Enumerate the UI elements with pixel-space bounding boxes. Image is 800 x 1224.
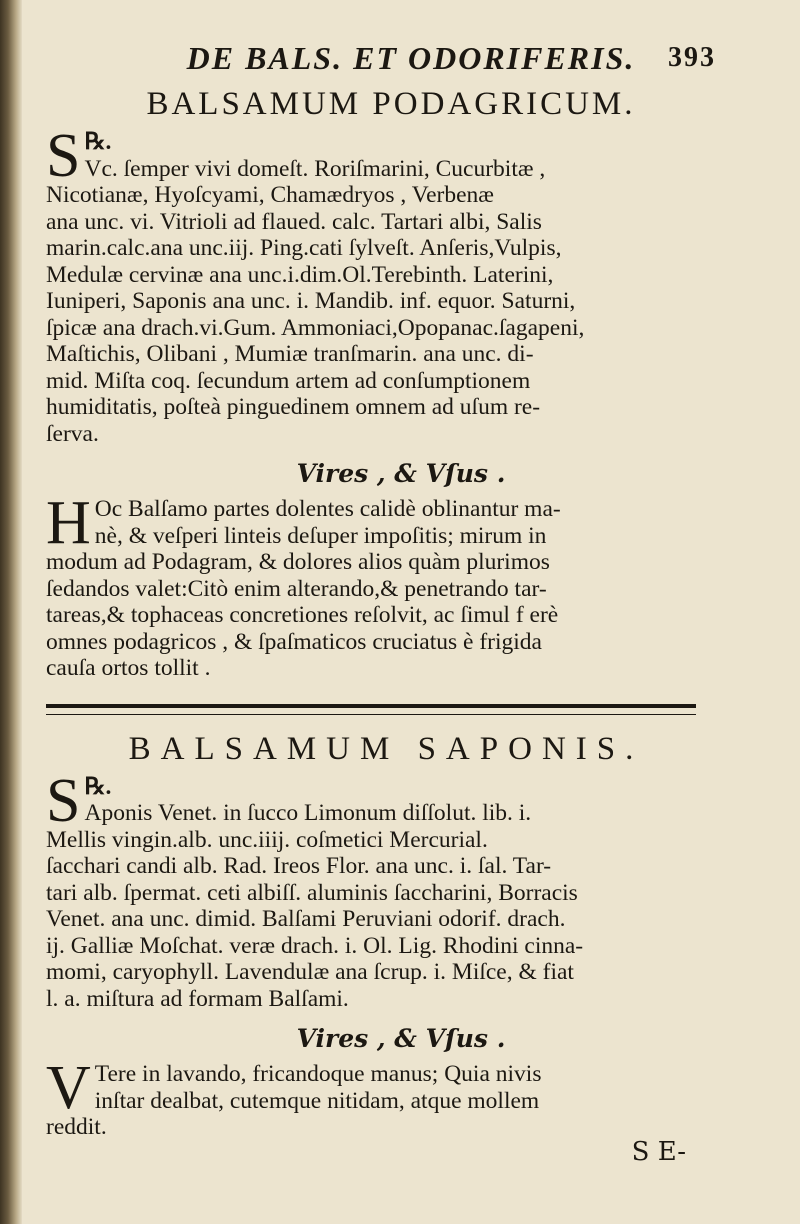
running-head <box>46 40 716 84</box>
recipe-line: ſerva. <box>46 420 99 447</box>
running-head-title: DE BALS. ET ODORIFERIS. <box>186 40 636 76</box>
recipe-line: humiditatis, poſteà pinguedinem omnem ad uſum re- <box>46 394 541 420</box>
vires-line: modum ad Podagram, & dolores alios quàm plurimos <box>46 549 550 575</box>
recipe-line: Venet. ana unc. dimid. Balſami Peruviani odorif. drach. <box>46 906 566 932</box>
recipe-line: momi, caryophyll. Lavendulæ ana ſcrup. i. Miſce, & fiat <box>46 959 574 985</box>
recipe-line: tari alb. ſpermat. ceti albiſſ. aluminis ſaccharini, Borracis <box>46 879 578 906</box>
recipe-line: Maſtichis, Olibani , Mumiæ tranſmarin. ana unc. di- <box>46 341 534 367</box>
recipe-line: mid. Miſta coq. ſecundum artem ad conſumptionem <box>46 367 531 394</box>
page-content <box>46 40 716 1167</box>
vires-line: inſtar dealbat, cutemque nitidam, atque mollem <box>94 1087 540 1114</box>
vires-heading: Vires , & Vſus . <box>296 459 506 488</box>
recipe-line: Vc. ſemper vivi domeſt. Roriſmarini, Cucurbitæ , <box>84 155 546 182</box>
recipe-line: Nicotianæ, Hyoſcyami, Chamædryos , Verbenæ <box>46 182 494 208</box>
recipe-line: ſpicæ ana drach.vi.Gum. Ammoniaci,Opopanac.ſagapeni, <box>46 314 585 341</box>
vires-line: Tere in lavando, fricandoque manus; Quia nivis <box>94 1061 542 1087</box>
section-divider-rule <box>46 704 696 715</box>
book-binding-shadow <box>0 0 22 1224</box>
drop-cap-s: S <box>46 122 81 190</box>
drop-cap-v: V <box>46 1054 91 1122</box>
vires-line: nè, & veſperi linteis deſuper impoſitis; mirum in <box>94 522 547 549</box>
vires-line: Oc Balſamo partes dolentes calidè oblinantur ma- <box>94 496 561 522</box>
recipe-line: Medulæ cervinæ ana unc.i.dim.Ol.Terebinth. Laterini, <box>46 261 554 288</box>
recipe-podagricum <box>46 122 696 447</box>
recipe-line: ſacchari candi alb. Rad. Ireos Flor. ana unc. i. ſal. Tar- <box>46 853 552 879</box>
recipe-line: ij. Galliæ Moſchat. veræ drach. i. Ol. Lig. Rhodini cinna- <box>46 932 584 959</box>
vires-line: tareas,& tophaceas concretiones reſolvit, ac ſimul f erè <box>46 602 559 628</box>
vires-line: cauſa ortos tollit . <box>46 655 211 681</box>
recipe-line: Mellis vingin.alb. unc.iiij. coſmetici Mercurial. <box>46 826 488 853</box>
vires-line: omnes podagricos , & ſpaſmaticos cruciatus è frigida <box>46 628 542 655</box>
vires-podagricum <box>46 489 696 682</box>
vires-line: reddit. <box>46 1114 107 1140</box>
recipe-line: ana unc. vi. Vitrioli ad flaued. calc. Tartari albi, Salis <box>46 208 542 235</box>
recipe-line: Iuniperi, Saponis ana unc. i. Mandib. inf. equor. Saturni, <box>46 288 576 314</box>
section-title-balsamum-saponis: BALSAMUM SAPONIS. <box>128 730 644 767</box>
drop-cap-h: H <box>46 489 91 557</box>
vires-heading: Vires , & Vſus . <box>296 1024 506 1053</box>
drop-cap-s: S <box>46 766 81 835</box>
page-number: 393 <box>668 42 716 73</box>
recipe-line: l. a. miſtura ad formam Balſami. <box>46 985 349 1012</box>
recipe-line: Aponis Venet. in ſucco Limonum diſſolut. lib. i. <box>84 800 532 826</box>
recipe-symbol: ℞. <box>84 129 112 155</box>
vires-line: ſedandos valet:Citò enim alterando,& penetrando tar- <box>46 575 547 602</box>
recipe-saponis <box>46 766 696 1013</box>
recipe-symbol: ℞. <box>84 773 112 800</box>
catchword: S E- <box>631 1136 686 1167</box>
vires-saponis <box>46 1054 696 1141</box>
recipe-line: marin.calc.ana unc.iij. Ping.cati ſylveſt. Anſeris,Vulpis, <box>46 235 562 261</box>
section-title-balsamum-podagricum: BALSAMUM PODAGRICUM. <box>146 86 636 122</box>
